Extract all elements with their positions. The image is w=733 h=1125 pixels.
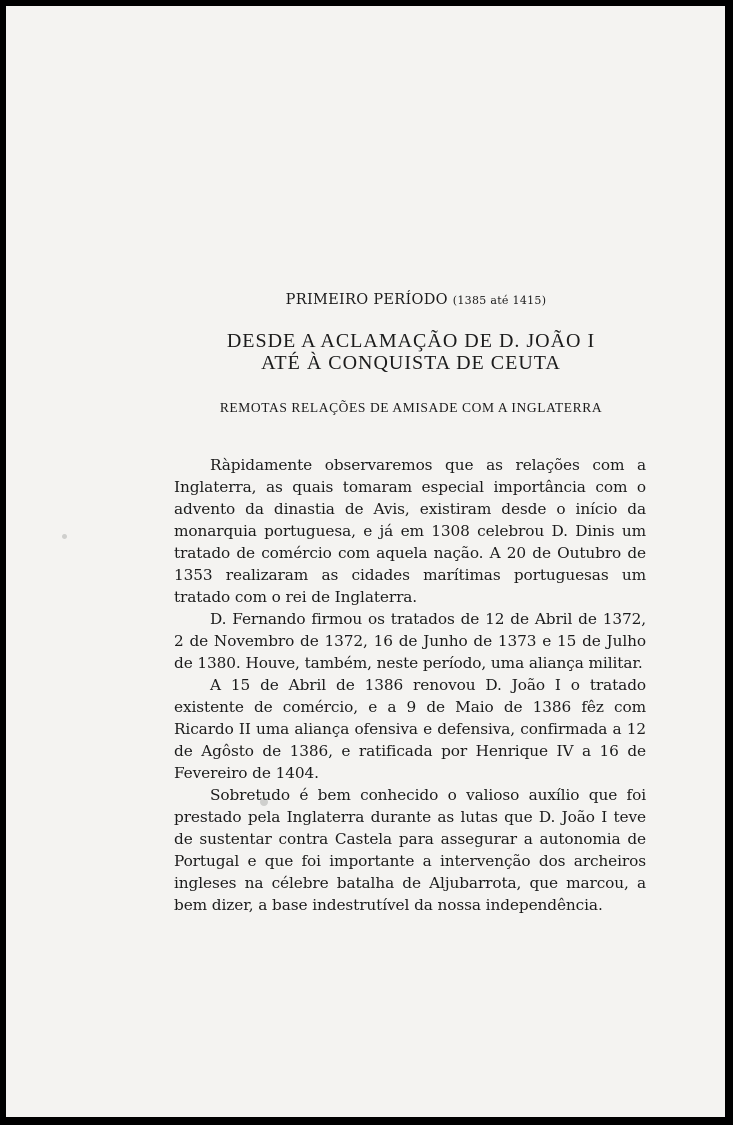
chapter-title-line-1: DESDE A ACLAMAÇÃO DE D. JOÃO I — [226, 330, 596, 352]
body-text — [174, 454, 646, 916]
period-label: PRIMEIRO PERÍODO — [285, 292, 448, 308]
paragraph: Sobretudo é bem conhecido o valioso auxílio que foi prestado pela Inglaterra durante as lutas que D. João I teve de sustentar contra Castela para assegurar a autonomia de Portugal e que foi importante a intervenção dos archeiros ingleses na célebre batalha de Aljubarrota, que marcou, a bem dizer, a base indestrutível da nossa independência. — [174, 786, 646, 914]
page-content — [166, 292, 646, 916]
chapter-title — [176, 330, 646, 374]
chapter-title-line-2: ATÉ À CONQUISTA DE CEUTA — [261, 352, 561, 374]
paper-spot — [62, 534, 67, 539]
period-heading — [186, 292, 646, 308]
paragraph: D. Fernando firmou os tratados de 12 de Abril de 1372, 2 de Novembro de 1372, 16 de Junho de 1373 e 15 de Julho de 1380. Houve, também, neste período, uma aliança militar. — [174, 610, 646, 672]
paragraph: Ràpidamente observaremos que as relações com a Inglaterra, as quais tomaram especial importância com o advento da dinastia de Avis, existiram desde o início da monarquia portuguesa, e já em 1308 celebrou D. Dinis um tratado de comércio com aquela nação. A 20 de Outubro de 1353 realizaram as cidades marítimas portuguesas um tratado com o rei de Inglaterra. — [174, 456, 646, 606]
paragraph: A 15 de Abril de 1386 renovou D. João I o tratado existente de comércio, e a 9 de Maio de 1386 fêz com Ricardo II uma aliança ofensiva e defensiva, confirmada a 12 de Agôsto de 1386, e ratificada por Henrique IV a 16 de Fevereiro de 1404. — [174, 676, 646, 782]
section-subtitle: REMOTAS RELAÇÕES DE AMISADE COM A INGLATERRA — [219, 400, 603, 415]
page — [6, 6, 725, 1117]
period-dates: (1385 até 1415) — [452, 294, 547, 307]
